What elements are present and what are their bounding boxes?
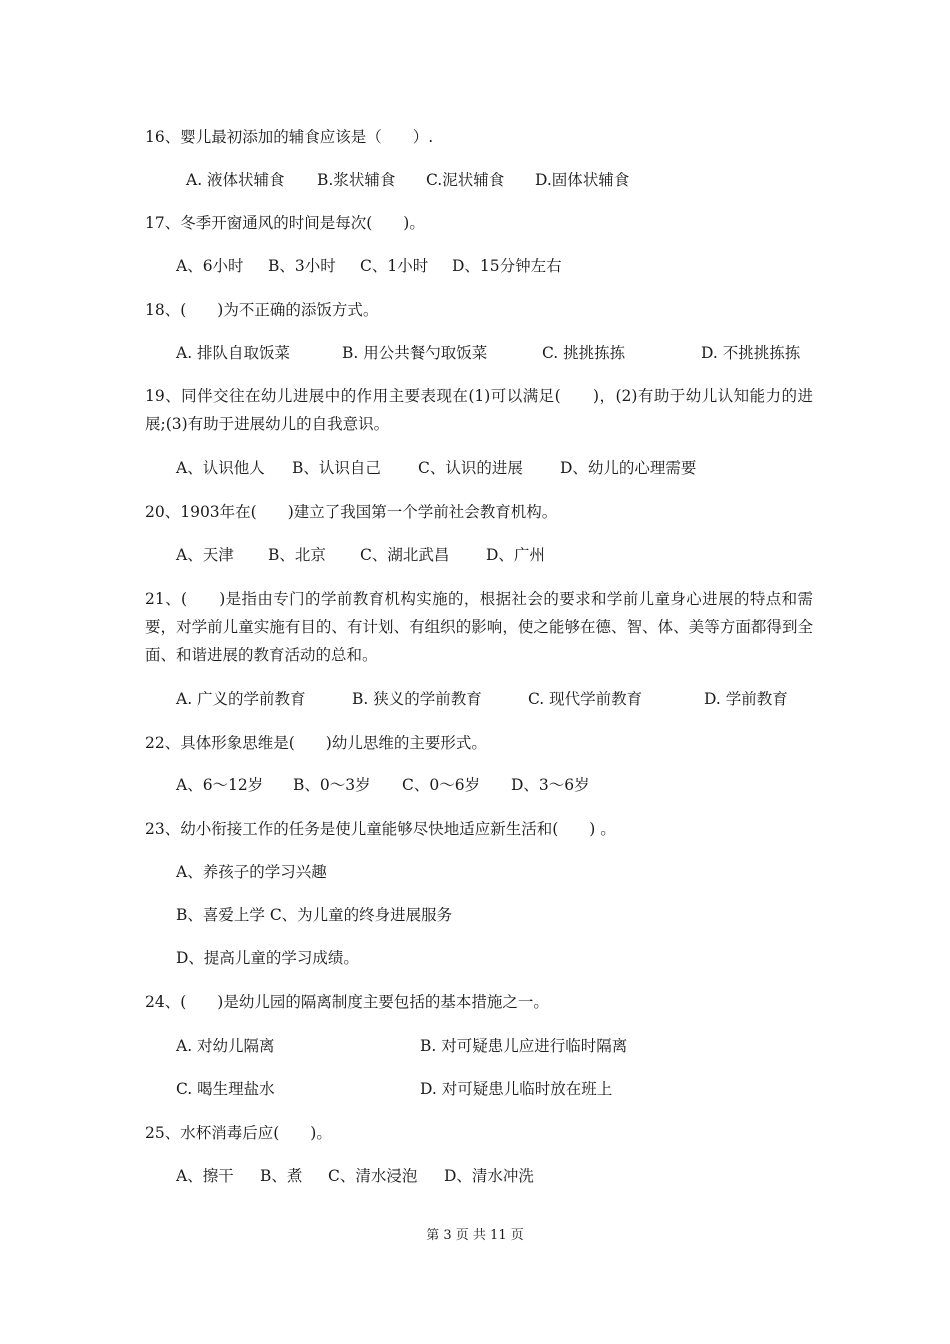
option-d: D. 对可疑患儿临时放在班上 — [420, 1080, 613, 1098]
question-16-options — [186, 166, 856, 194]
option-c: C、湖北武昌 — [360, 546, 450, 564]
option-c: C、1小时 — [360, 257, 429, 275]
option-a: A. 液体状辅食 — [186, 171, 285, 189]
question-17-options — [176, 252, 846, 280]
question-20-options — [176, 541, 846, 569]
option-a: A、擦干 — [176, 1167, 234, 1185]
question-21-stem: 21、( )是指由专门的学前教育机构实施的，根据社会的要求和学前儿童身心进展的特点和需要，对学前儿童实施有目的、有计划、有组织的影响，使之能够在德、智、体、美等方面都得到全面、和谐进展的教育活动的总和。 — [145, 590, 813, 664]
question-25-stem: 25、水杯消毒后应( )。 — [145, 1124, 332, 1142]
option-c: C. 现代学前教育 — [528, 690, 643, 708]
option-d: D、3～6岁 — [511, 776, 590, 794]
option-c: C. 挑挑拣拣 — [542, 344, 626, 362]
option-d: D、幼儿的心理需要 — [560, 459, 697, 477]
question-19-options — [176, 454, 846, 482]
option-b: B.浆状辅食 — [317, 171, 396, 189]
option-b: B、0～3岁 — [293, 776, 371, 794]
question-24-stem: 24、( )是幼儿园的隔离制度主要包括的基本措施之一。 — [145, 993, 549, 1011]
option-d: D、广州 — [486, 546, 545, 564]
option-d: D. 学前教育 — [704, 690, 788, 708]
question-20-stem: 20、1903年在( )建立了我国第一个学前社会教育机构。 — [145, 503, 558, 521]
question-22-options — [176, 771, 846, 799]
question-18-stem: 18、( )为不正确的添饭方式。 — [145, 301, 379, 319]
option-b: B. 用公共餐勺取饭菜 — [342, 344, 488, 362]
option-c: C、清水浸泡 — [328, 1167, 418, 1185]
question-22-stem: 22、具体形象思维是( )幼儿思维的主要形式。 — [145, 734, 487, 752]
question-18-options — [176, 339, 846, 367]
option-b: B. 狭义的学前教育 — [352, 690, 482, 708]
question-23-stem: 23、幼小衔接工作的任务是使儿童能够尽快地适应新生活和( ) 。 — [145, 820, 616, 838]
question-21-options — [176, 685, 846, 713]
option-a: A、6小时 — [176, 257, 244, 275]
question-25-options — [176, 1162, 846, 1190]
option-b: B、煮 — [260, 1167, 303, 1185]
option-a: A. 广义的学前教育 — [176, 690, 306, 708]
option-b: B、认识自己 — [292, 459, 381, 477]
option-a: A、6～12岁 — [176, 776, 264, 794]
question-24-options-row-2 — [176, 1075, 846, 1103]
option-d: D、清水冲洗 — [444, 1167, 534, 1185]
option-d: D、15分钟左右 — [452, 257, 562, 275]
option-c: C. 喝生理盐水 — [176, 1080, 275, 1098]
question-19-stem: 19、同伴交往在幼儿进展中的作用主要表现在(1)可以满足( )，(2)有助于幼儿认知能力的进展;(3)有助于进展幼儿的自我意识。 — [145, 387, 813, 433]
option-b: B、3小时 — [268, 257, 336, 275]
question-24-options-row-1 — [176, 1032, 846, 1060]
option-c: C、认识的进展 — [418, 459, 523, 477]
option-b: B、北京 — [268, 546, 326, 564]
option-d: D.固体状辅食 — [535, 171, 630, 189]
question-17-stem: 17、冬季开窗通风的时间是每次( )。 — [145, 214, 425, 232]
option-d: D. 不挑挑拣拣 — [701, 344, 801, 362]
question-23-option-line-3: D、提高儿童的学习成绩。 — [176, 949, 359, 967]
question-16-stem: 16、婴儿最初添加的辅食应该是（ ）. — [145, 128, 434, 146]
option-a: A、认识他人 — [176, 459, 265, 477]
page-number: 第 3 页 共 11 页 — [426, 1228, 524, 1243]
option-c: C、0～6岁 — [402, 776, 481, 794]
option-a: A、天津 — [176, 546, 234, 564]
question-23-option-line-1: A、养孩子的学习兴趣 — [176, 863, 327, 881]
option-c: C.泥状辅食 — [426, 171, 505, 189]
option-a: A. 排队自取饭菜 — [176, 344, 291, 362]
question-23-option-line-2: B、喜爱上学 C、为儿童的终身进展服务 — [176, 906, 453, 924]
option-a: A. 对幼儿隔离 — [176, 1037, 275, 1055]
option-b: B. 对可疑患儿应进行临时隔离 — [420, 1037, 628, 1055]
